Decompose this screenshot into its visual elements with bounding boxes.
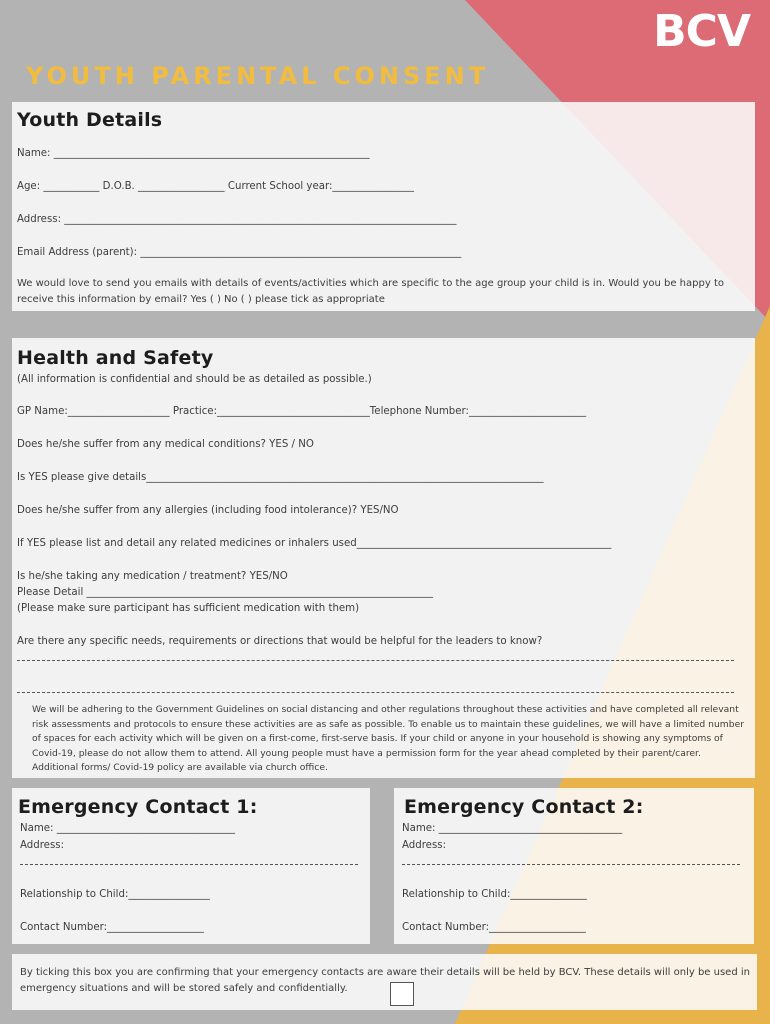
emergency-1-address-line[interactable]: [20, 864, 358, 865]
youth-details-section: [12, 102, 755, 311]
emergency-2-address-label: Address:: [402, 840, 447, 851]
allergies-question[interactable]: Does he/she suffer from any allergies (including food intolerance)? YES/NO: [17, 505, 399, 516]
medication-detail-field[interactable]: Please Detail ____________________________________________________________________: [17, 587, 433, 598]
health-safety-heading: Health and Safety: [17, 347, 214, 369]
covid-guidelines-notice: We will be adhering to the Government Guidelines on social distancing and other regulations throughout these activities and have completed all relevant risk assessments and protocols to ensure these activities are as safe as possible. To enable us to maintain these guidelines, we will have a limited number of spaces for each activity which will be given on a first-come, first-serve basis. If your child or anyone in your household is showing any symptoms of Covid-19, please do not allow them to attend. All young people must have a permission form for the year ahead completed by their parent/carer. Additional forms/ Covid-19 policy are available via church office.: [32, 704, 745, 773]
specific-needs-answer-line-2[interactable]: [17, 692, 734, 693]
youth-details-heading: Youth Details: [17, 109, 163, 131]
emergency-contact-2-section: [394, 788, 754, 944]
emergency-1-contact-number-field[interactable]: Contact Number:___________________: [20, 922, 204, 933]
medical-conditions-question[interactable]: Does he/she suffer from any medical conditions? YES / NO: [17, 439, 314, 450]
emergency-contact-1-heading: Emergency Contact 1:: [18, 796, 258, 818]
medication-question[interactable]: Is he/she taking any medication / treatment? YES/NO: [17, 571, 288, 582]
document-title: YOUTH PARENTAL CONSENT: [26, 62, 490, 90]
emergency-contact-1-section: [12, 788, 370, 944]
medical-details-field[interactable]: Is YES please give details______________________________________________________________________________: [17, 472, 544, 483]
parent-email-field[interactable]: Email Address (parent): _______________________________________________________________: [17, 247, 462, 258]
sufficient-medication-note: (Please make sure participant has sufficient medication with them): [17, 603, 360, 614]
confidential-note: (All information is confidential and should be as detailed as possible.): [17, 374, 372, 385]
specific-needs-question: Are there any specific needs, requirements or directions that would be helpful for the leaders to know?: [17, 636, 543, 647]
emergency-2-contact-number-field[interactable]: Contact Number:___________________: [402, 922, 586, 933]
emergency-contact-2-heading: Emergency Contact 2:: [404, 796, 644, 818]
emergency-1-relationship-field[interactable]: Relationship to Child:________________: [20, 889, 210, 900]
specific-needs-answer-line-1[interactable]: [17, 660, 734, 661]
health-and-safety-section: [12, 338, 755, 778]
youth-name-field[interactable]: Name: ______________________________________________________________: [17, 148, 370, 159]
emergency-2-address-line[interactable]: [402, 864, 740, 865]
medicines-field[interactable]: If YES please list and detail any related medicines or inhalers used__________________________________________________: [17, 538, 612, 549]
bcv-logo: BCV: [653, 6, 750, 57]
emergency-1-address-label: Address:: [20, 840, 65, 851]
emergency-2-name-field[interactable]: Name: ____________________________________: [402, 823, 623, 834]
email-consent-question: We would love to send you emails with details of events/activities which are specific to the age group your child is in. Would you be happy to receive this information by email? Yes ( ) No ( ) please tick as appropriate: [17, 278, 724, 305]
emergency-2-relationship-field[interactable]: Relationship to Child:_______________: [402, 889, 587, 900]
consent-statement: By ticking this box you are confirming that your emergency contacts are aware their details will be held by BCV. These details will only be used in emergency situations and will be stored safely and confidentially.: [20, 967, 750, 994]
gp-details-field[interactable]: GP Name:____________________ Practice:______________________________Telephone Number:_______________________: [17, 406, 587, 417]
consent-checkbox[interactable]: [390, 982, 414, 1006]
consent-section: [12, 954, 757, 1010]
emergency-1-name-field[interactable]: Name: ___________________________________: [20, 823, 236, 834]
youth-address-field[interactable]: Address: _____________________________________________________________________________: [17, 214, 457, 225]
youth-age-dob-school-field[interactable]: Age: ___________ D.O.B. _________________ Current School year:________________: [17, 181, 414, 192]
